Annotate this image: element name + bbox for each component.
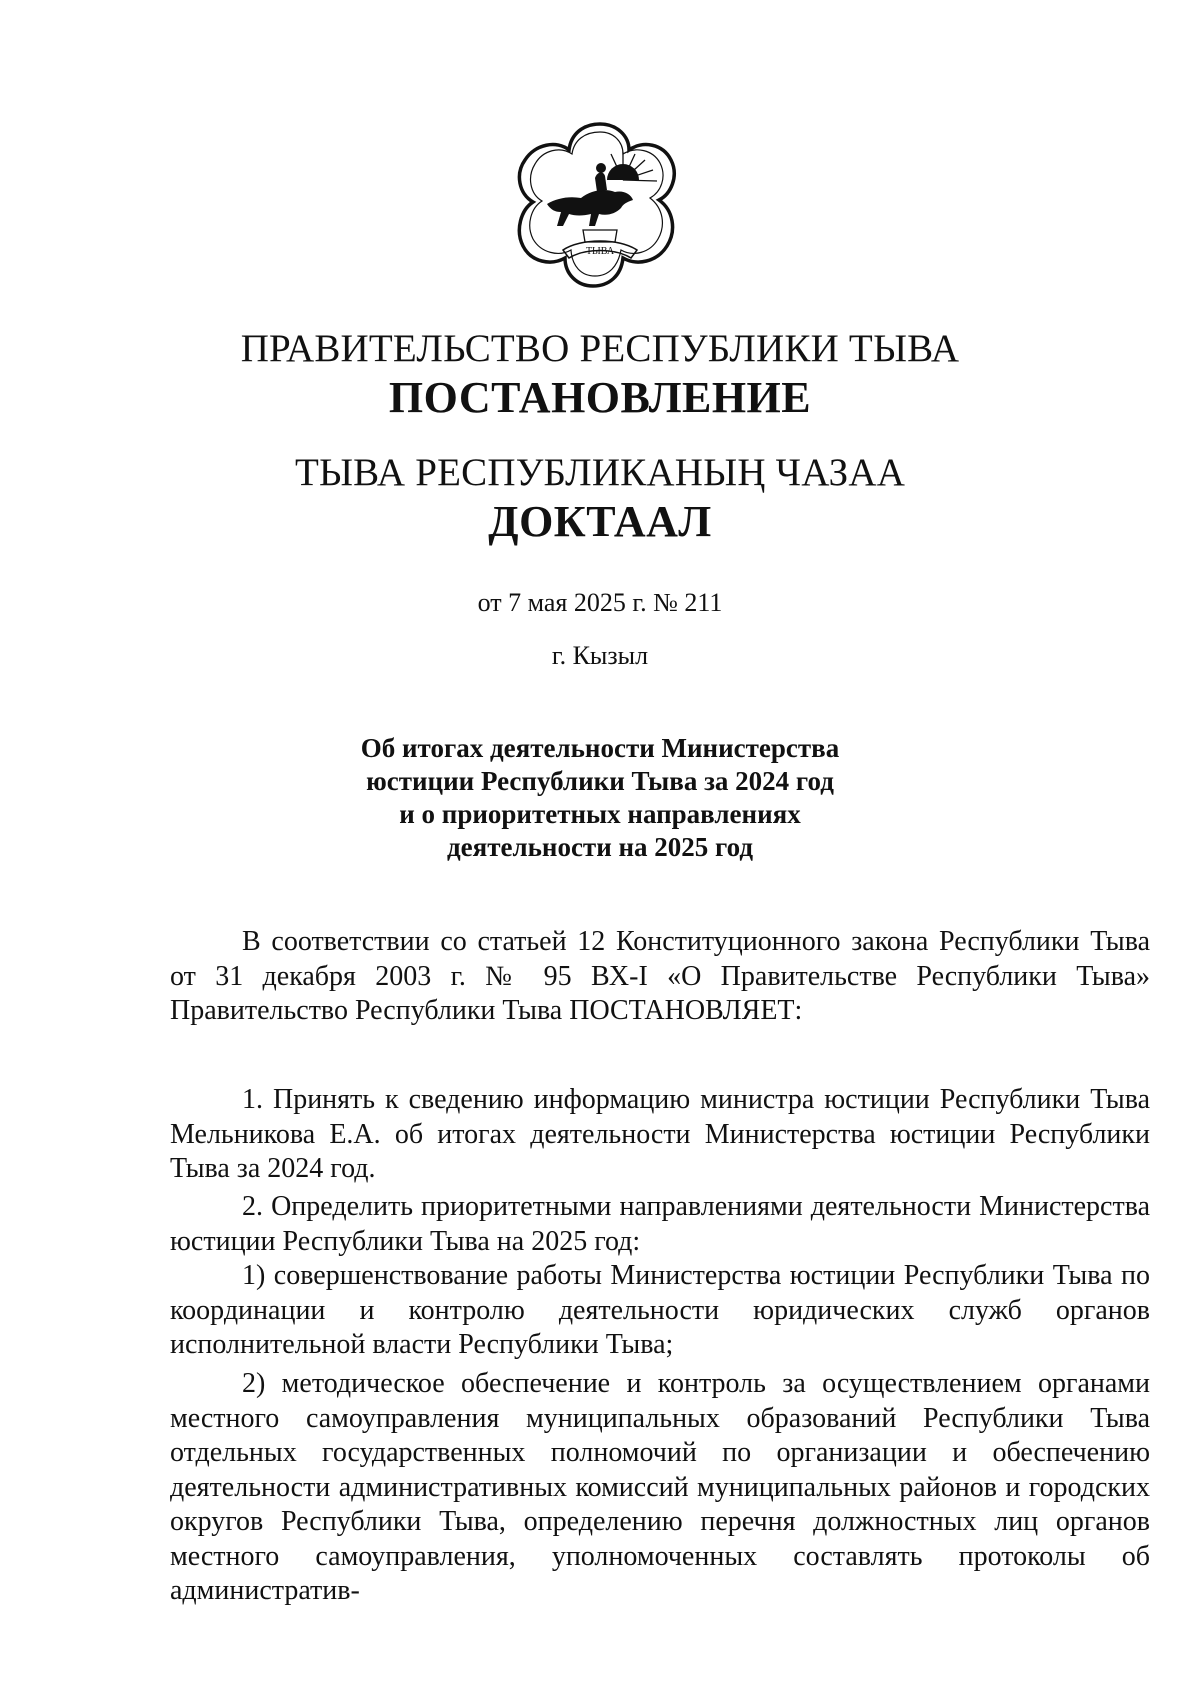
item-1-paragraph: 1. Принять к сведению информацию министра юстиции Республики Тыва Мельникова Е.А. об итогах деятельности Министерства юстиции Республики Тыва за 2024 год. [170,1084,1150,1184]
government-name-ru: ПРАВИТЕЛЬСТВО РЕСПУБЛИКИ ТЫВА [240,327,960,370]
subitem-2-paragraph: 2) методическое обеспечение и контроль за осуществлением органами местного самоуправления муниципальных образований Республики Тыва отдельных государственных полномочий по организации и обеспечению деятельности административных комиссий муниципальных районов и городских округов Республики Тыва, определению перечня должностных лиц органов местного самоуправления, уполномоченных составлять протоколы об административ- [170,1368,1150,1606]
emblem-ribbon-text: ТЫВА [585,246,615,257]
tuva-coat-of-arms-icon [511,118,689,290]
preamble-paragraph: В соответствии со статьей 12 Конституционного закона Республики Тыва от 31 декабря 2003 г. № 95 ВХ-I «О Правительстве Республики Тыва» Правительство Республики Тыва ПОСТАНОВЛЯЕТ: [170,926,1150,1026]
subject-line: Об итогах деятельности Министерства [360,733,840,763]
document-date-number: от 7 мая 2025 г. № 211 [477,588,723,617]
government-name-tyv: ТЫВА РЕСПУБЛИКАНЫҢ ЧАЗАА [294,451,906,494]
document-city: г. Кызыл [551,641,649,670]
subject-line: и о приоритетных направлениях [399,799,801,829]
subitem-1-paragraph: 1) совершенствование работы Министерства юстиции Республики Тыва по координации и контролю деятельности юридических служб органов исполнительной власти Республики Тыва; [170,1260,1150,1360]
subject-line: юстиции Республики Тыва за 2024 год [366,766,834,796]
document-subject [300,732,900,864]
document-type-tyv: ДОКТААЛ [488,497,712,546]
item-2-paragraph: 2. Определить приоритетными направлениями деятельности Министерства юстиции Республики Тыва на 2025 год: [170,1191,1150,1257]
subject-line: деятельности на 2025 год [446,832,754,862]
document-type-ru: ПОСТАНОВЛЕНИЕ [388,373,812,422]
